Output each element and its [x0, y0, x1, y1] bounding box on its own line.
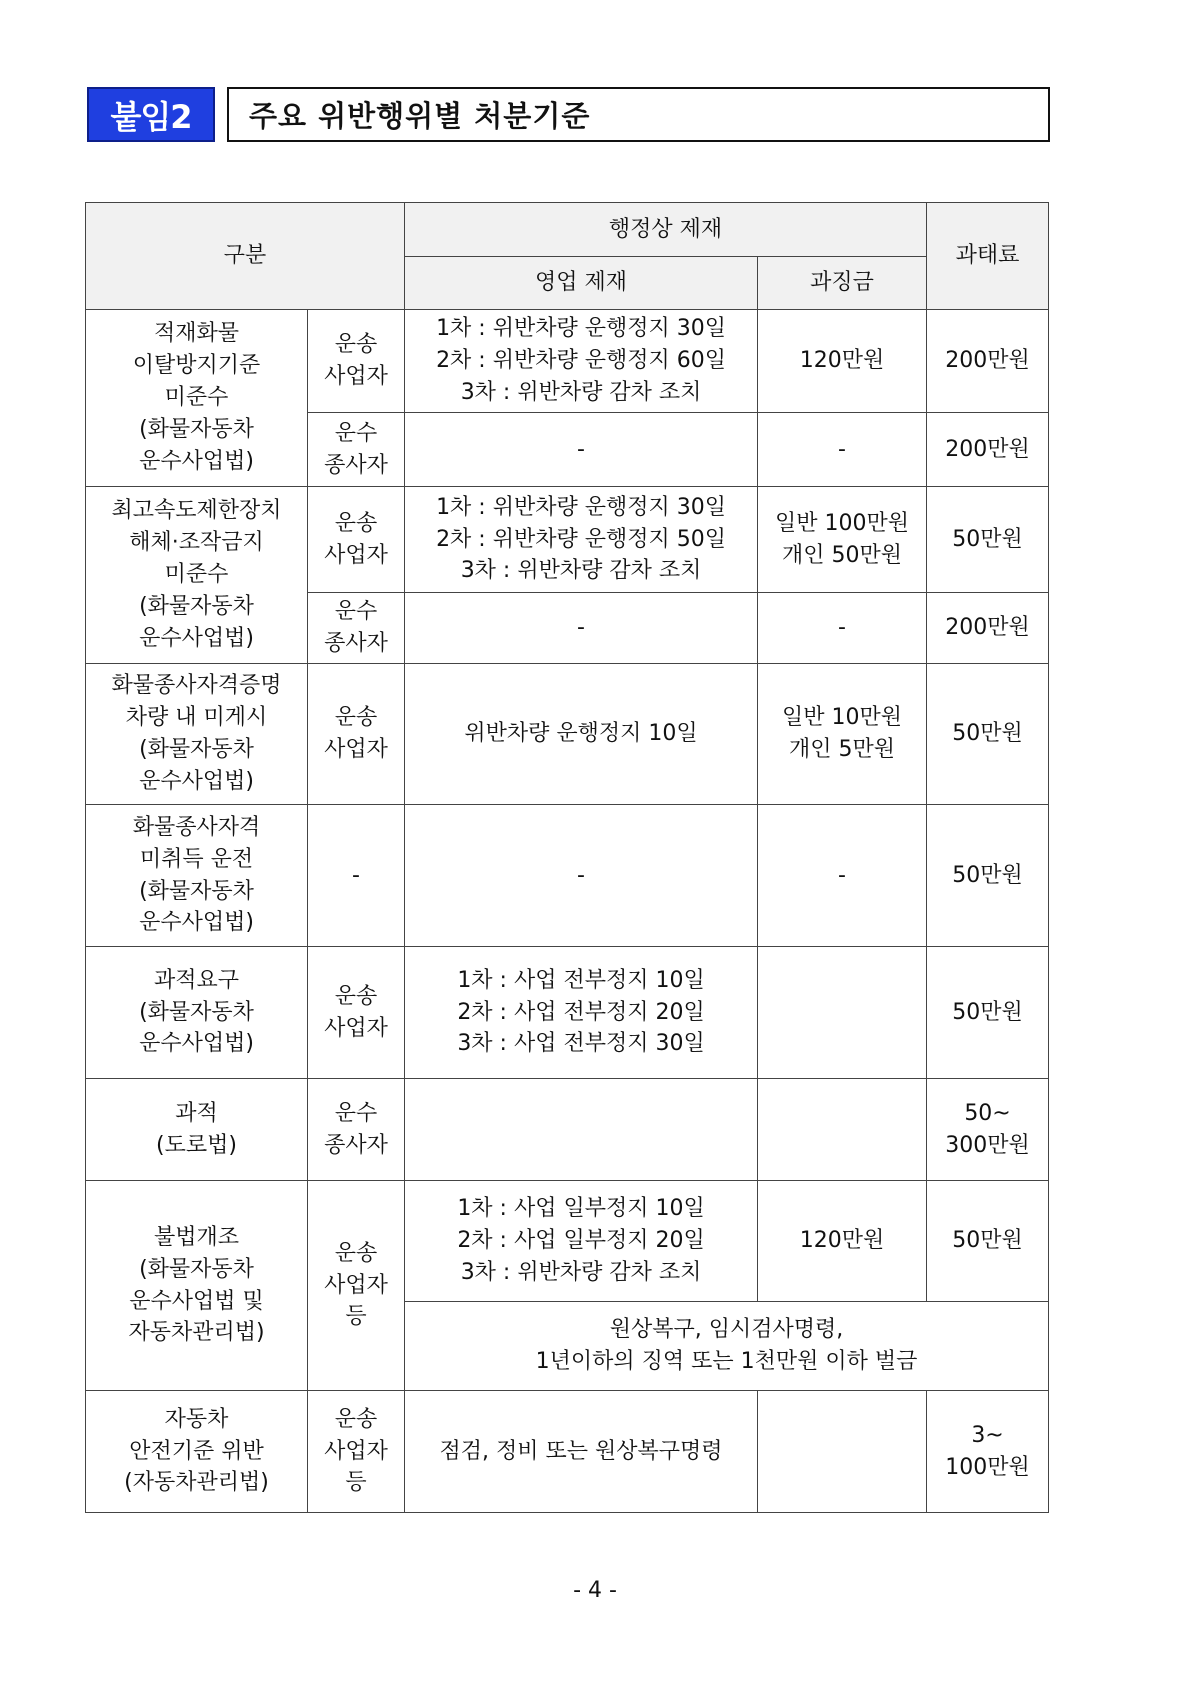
fine-cell: 50만원 [927, 805, 1049, 947]
actor-cell: - [308, 805, 405, 947]
business-sanction-cell: - [405, 413, 758, 487]
actor-cell: 운송 사업자 등 [308, 1181, 405, 1391]
actor-cell: 운수 종사자 [308, 413, 405, 487]
fine-cell: 50만원 [927, 1181, 1049, 1302]
fine-cell: 200만원 [927, 310, 1049, 413]
fine-cell: 50~ 300만원 [927, 1079, 1049, 1181]
fine-cell: 200만원 [927, 413, 1049, 487]
business-sanction-cell: 1차 : 위반차량 운행정지 30일 2차 : 위반차량 운행정지 60일 3차 : 위반차량 감차 조치 [405, 310, 758, 413]
surcharge-cell [758, 1079, 927, 1181]
business-sanction-cell: 위반차량 운행정지 10일 [405, 664, 758, 805]
table-row [86, 664, 1049, 805]
violation-name: 과적요구 (화물자동차 운수사업법) [86, 947, 308, 1079]
table-row [86, 1079, 1049, 1181]
actor-cell: 운수 종사자 [308, 593, 405, 664]
surcharge-cell: - [758, 805, 927, 947]
business-sanction-cell: 점검, 정비 또는 원상복구명령 [405, 1391, 758, 1513]
actor-cell: 운송 사업자 [308, 947, 405, 1079]
header-fine: 과태료 [927, 203, 1049, 310]
header-admin-sanction: 행정상 제재 [405, 203, 927, 257]
fine-cell: 50만원 [927, 664, 1049, 805]
fine-cell: 200만원 [927, 593, 1049, 664]
header-business-sanction: 영업 제재 [405, 257, 758, 310]
surcharge-cell: 120만원 [758, 1181, 927, 1302]
actor-cell: 운송 사업자 등 [308, 1391, 405, 1513]
violation-name: 과적 (도로법) [86, 1079, 308, 1181]
page-title [227, 87, 1050, 142]
fine-cell: 50만원 [927, 947, 1049, 1079]
actor-cell: 운수 종사자 [308, 1079, 405, 1181]
business-sanction-cell: 1차 : 사업 일부정지 10일 2차 : 사업 일부정지 20일 3차 : 위반차량 감차 조치 [405, 1181, 758, 1302]
violation-name: 불법개조 (화물자동차 운수사업법 및 자동차관리법) [86, 1181, 308, 1391]
surcharge-cell: 일반 100만원 개인 50만원 [758, 487, 927, 593]
surcharge-cell: - [758, 593, 927, 664]
table-row [86, 1181, 1049, 1302]
page-number: - 4 - [573, 1578, 617, 1603]
actor-cell: 운송 사업자 [308, 310, 405, 413]
table-header-row [86, 203, 1049, 257]
fine-cell: 50만원 [927, 487, 1049, 593]
fine-cell: 3~ 100만원 [927, 1391, 1049, 1513]
table-row [86, 1391, 1049, 1513]
violation-name: 적재화물 이탈방지기준 미준수 (화물자동차 운수사업법) [86, 310, 308, 487]
surcharge-cell: 일반 10만원 개인 5만원 [758, 664, 927, 805]
violation-name: 화물종사자격 미취득 운전 (화물자동차 운수사업법) [86, 805, 308, 947]
surcharge-cell: - [758, 413, 927, 487]
surcharge-cell [758, 947, 927, 1079]
business-sanction-cell: 1차 : 위반차량 운행정지 30일 2차 : 위반차량 운행정지 50일 3차 : 위반차량 감차 조치 [405, 487, 758, 593]
table-row [86, 947, 1049, 1079]
actor-cell: 운송 사업자 [308, 664, 405, 805]
violation-name: 자동차 안전기준 위반 (자동차관리법) [86, 1391, 308, 1513]
table-row [86, 805, 1049, 947]
business-sanction-cell: - [405, 593, 758, 664]
table-row [86, 487, 1049, 593]
page-title-text: 주요 위반행위별 처분기준 [249, 99, 591, 133]
business-sanction-cell [405, 1079, 758, 1181]
additional-measures-cell: 원상복구, 임시검사명령, 1년이하의 징역 또는 1천만원 이하 벌금 [405, 1302, 1049, 1391]
penalty-table [85, 202, 1049, 1513]
header-surcharge: 과징금 [758, 257, 927, 310]
surcharge-cell [758, 1391, 927, 1513]
header-category: 구분 [86, 203, 405, 310]
violation-name: 화물종사자격증명 차량 내 미게시 (화물자동차 운수사업법) [86, 664, 308, 805]
table-row [86, 310, 1049, 413]
actor-cell: 운송 사업자 [308, 487, 405, 593]
violation-name: 최고속도제한장치 해체·조작금지 미준수 (화물자동차 운수사업법) [86, 487, 308, 664]
attachment-tag: 붙임2 [87, 87, 215, 142]
business-sanction-cell: - [405, 805, 758, 947]
surcharge-cell: 120만원 [758, 310, 927, 413]
business-sanction-cell: 1차 : 사업 전부정지 10일 2차 : 사업 전부정지 20일 3차 : 사업 전부정지 30일 [405, 947, 758, 1079]
